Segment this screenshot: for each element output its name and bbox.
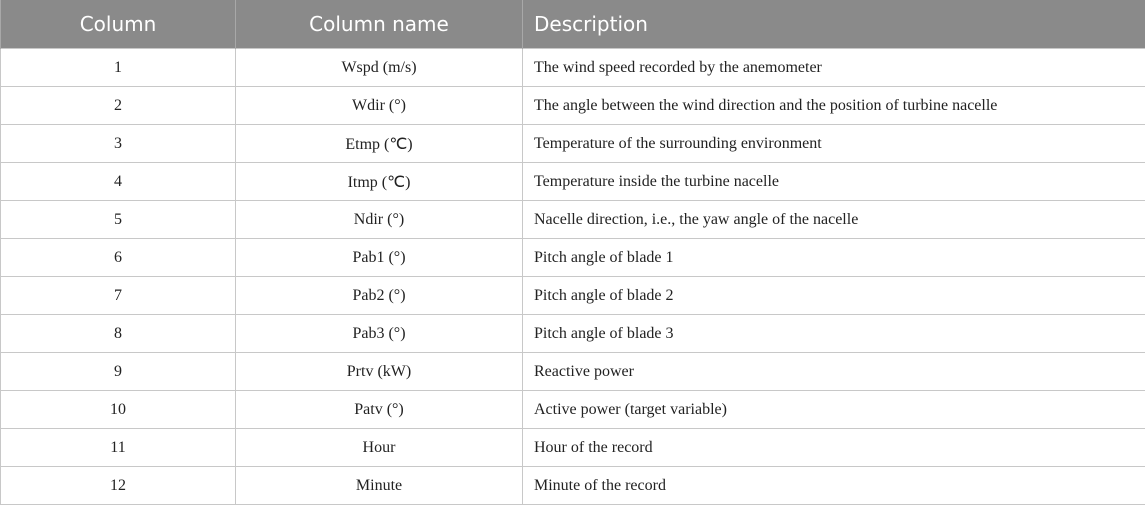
cell-description: Minute of the record — [523, 467, 1145, 505]
cell-column-name: Pab2 (°) — [236, 277, 523, 315]
cell-description: Pitch angle of blade 3 — [523, 315, 1145, 353]
table-header — [1, 0, 1145, 49]
table-body — [1, 49, 1145, 505]
cell-description: The angle between the wind direction and the position of turbine nacelle — [523, 87, 1145, 125]
cell-column-number: 6 — [1, 239, 236, 277]
table-row — [1, 49, 1145, 87]
cell-column-number: 10 — [1, 391, 236, 429]
table-row — [1, 277, 1145, 315]
cell-column-number: 8 — [1, 315, 236, 353]
cell-description: Pitch angle of blade 1 — [523, 239, 1145, 277]
cell-column-number: 7 — [1, 277, 236, 315]
cell-column-name: Wdir (°) — [236, 87, 523, 125]
cell-column-name: Pab1 (°) — [236, 239, 523, 277]
header-row — [1, 0, 1145, 49]
table-row — [1, 429, 1145, 467]
cell-column-name: Prtv (kW) — [236, 353, 523, 391]
cell-description: Reactive power — [523, 353, 1145, 391]
table-row — [1, 125, 1145, 163]
cell-column-name: Ndir (°) — [236, 201, 523, 239]
header-description: Description — [523, 0, 1145, 49]
cell-description: Hour of the record — [523, 429, 1145, 467]
cell-description: Temperature of the surrounding environment — [523, 125, 1145, 163]
cell-description: Nacelle direction, i.e., the yaw angle of the nacelle — [523, 201, 1145, 239]
table-row — [1, 201, 1145, 239]
cell-description: The wind speed recorded by the anemometer — [523, 49, 1145, 87]
cell-column-number: 2 — [1, 87, 236, 125]
cell-column-number: 12 — [1, 467, 236, 505]
cell-description: Pitch angle of blade 2 — [523, 277, 1145, 315]
table-row — [1, 467, 1145, 505]
cell-column-number: 9 — [1, 353, 236, 391]
table-row — [1, 315, 1145, 353]
cell-description: Active power (target variable) — [523, 391, 1145, 429]
cell-column-name: Pab3 (°) — [236, 315, 523, 353]
cell-column-number: 5 — [1, 201, 236, 239]
cell-column-name: Itmp (℃) — [236, 163, 523, 201]
cell-column-name: Hour — [236, 429, 523, 467]
cell-column-name: Etmp (℃) — [236, 125, 523, 163]
header-column: Column — [1, 0, 236, 49]
cell-column-name: Wspd (m/s) — [236, 49, 523, 87]
cell-column-name: Minute — [236, 467, 523, 505]
cell-column-number: 4 — [1, 163, 236, 201]
cell-column-number: 3 — [1, 125, 236, 163]
cell-column-number: 1 — [1, 49, 236, 87]
cell-column-name: Patv (°) — [236, 391, 523, 429]
cell-column-number: 11 — [1, 429, 236, 467]
table-row — [1, 353, 1145, 391]
table-row — [1, 87, 1145, 125]
table-row — [1, 239, 1145, 277]
header-column-name: Column name — [236, 0, 523, 49]
cell-description: Temperature inside the turbine nacelle — [523, 163, 1145, 201]
table-row — [1, 391, 1145, 429]
table-row — [1, 163, 1145, 201]
